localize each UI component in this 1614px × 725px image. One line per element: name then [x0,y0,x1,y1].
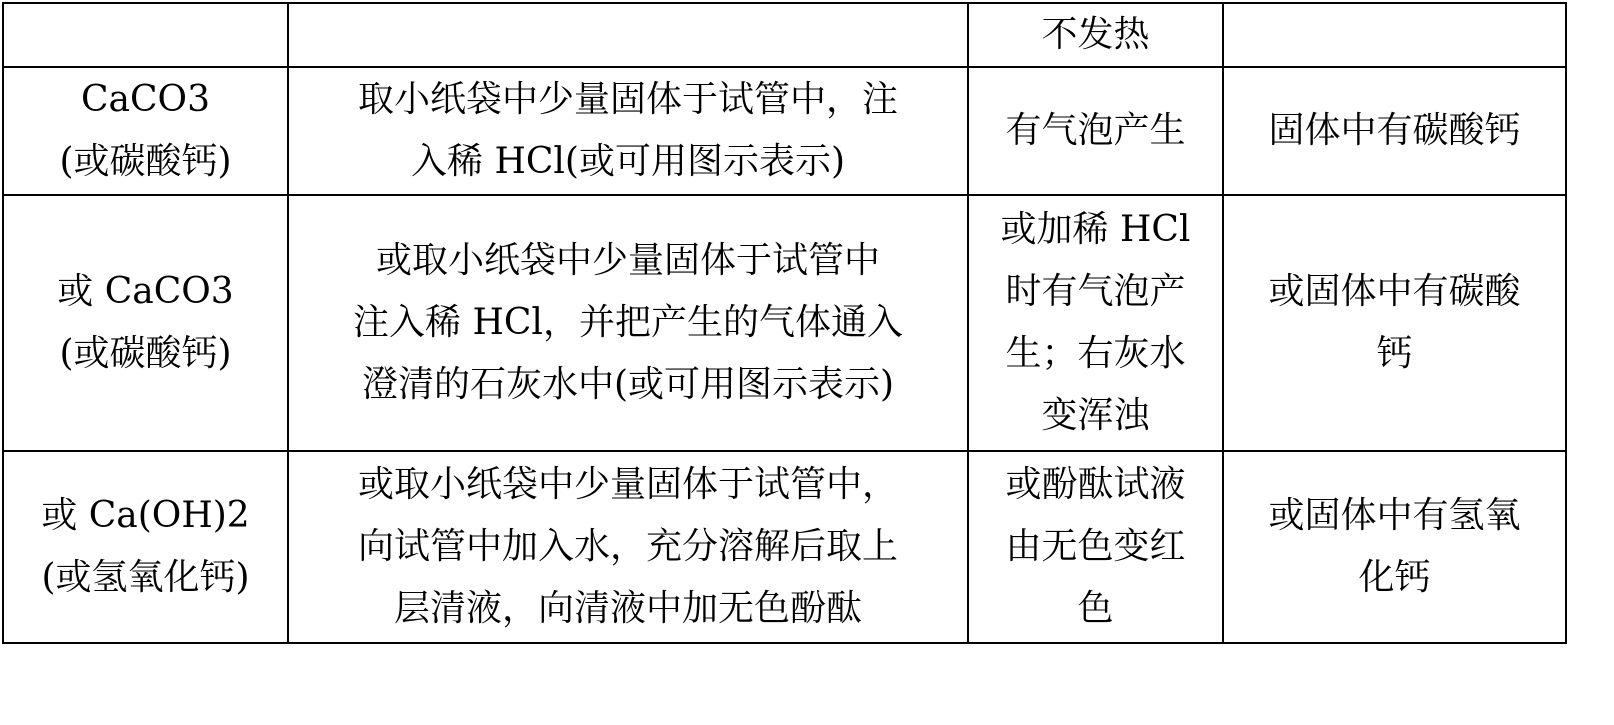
substance-line: 或 CaCO3 [57,271,234,312]
substance-line: (或碳酸钙) [59,141,232,182]
substance-line: CaCO3 [81,79,210,120]
conclusion-cell [1223,451,1566,643]
phenomenon-line: 色 [1077,588,1114,629]
substance-cell [3,67,288,195]
procedure-line: 向试管中加入水，充分溶解后取上 [357,526,898,567]
substance-cell [3,451,288,643]
phenomenon-line: 有气泡产生 [1005,110,1186,151]
procedure-line: 层清液，向清液中加无色酚酞 [393,588,862,629]
substance-line: 或 Ca(OH)2 [41,495,250,536]
phenomenon-cell [968,451,1223,643]
table-row [3,67,1566,195]
procedure-line: 注入稀 HCl，并把产生的气体通入 [353,302,903,343]
conclusion-line: 钙 [1376,333,1413,374]
conclusion-line: 化钙 [1358,557,1431,598]
substance-cell [3,3,288,67]
procedure-line: 或取小纸袋中少量固体于试管中 [375,240,880,281]
conclusion-line: 或固体中有碳酸 [1268,271,1521,312]
phenomenon-line: 或加稀 HCl [1000,209,1191,250]
phenomenon-line: 时有气泡产 [1005,271,1186,312]
procedure-cell [288,3,968,67]
conclusion-cell [1223,195,1566,451]
conclusion-cell [1223,3,1566,67]
procedure-line: 澄清的石灰水中(或可用图示表示) [361,364,895,405]
phenomenon-line: 由无色变红 [1005,526,1186,567]
phenomenon-line: 生；右灰水 [1005,333,1186,374]
phenomenon-cell [968,195,1223,451]
conclusion-line: 固体中有碳酸钙 [1268,110,1521,151]
procedure-cell [288,451,968,643]
procedure-line: 入稀 HCl(或可用图示表示) [411,141,845,182]
procedure-line: 取小纸袋中少量固体于试管中，注 [357,79,898,120]
phenomenon-line: 或酚酞试液 [1005,464,1186,505]
table-row [3,195,1566,451]
conclusion-line: 或固体中有氢氧 [1268,495,1521,536]
procedure-cell [288,195,968,451]
substance-line: (或氢氧化钙) [41,557,250,598]
substance-cell [3,195,288,451]
table-row [3,3,1566,67]
phenomenon-cell [968,3,1223,67]
experiment-table [2,2,1567,644]
table-row [3,451,1566,643]
procedure-line: 或取小纸袋中少量固体于试管中， [357,464,898,505]
substance-line: (或碳酸钙) [59,333,232,374]
conclusion-cell [1223,67,1566,195]
phenomenon-cell [968,67,1223,195]
procedure-cell [288,67,968,195]
phenomenon-line: 变浑浊 [1041,395,1150,436]
phenomenon-line: 不发热 [1041,14,1150,55]
